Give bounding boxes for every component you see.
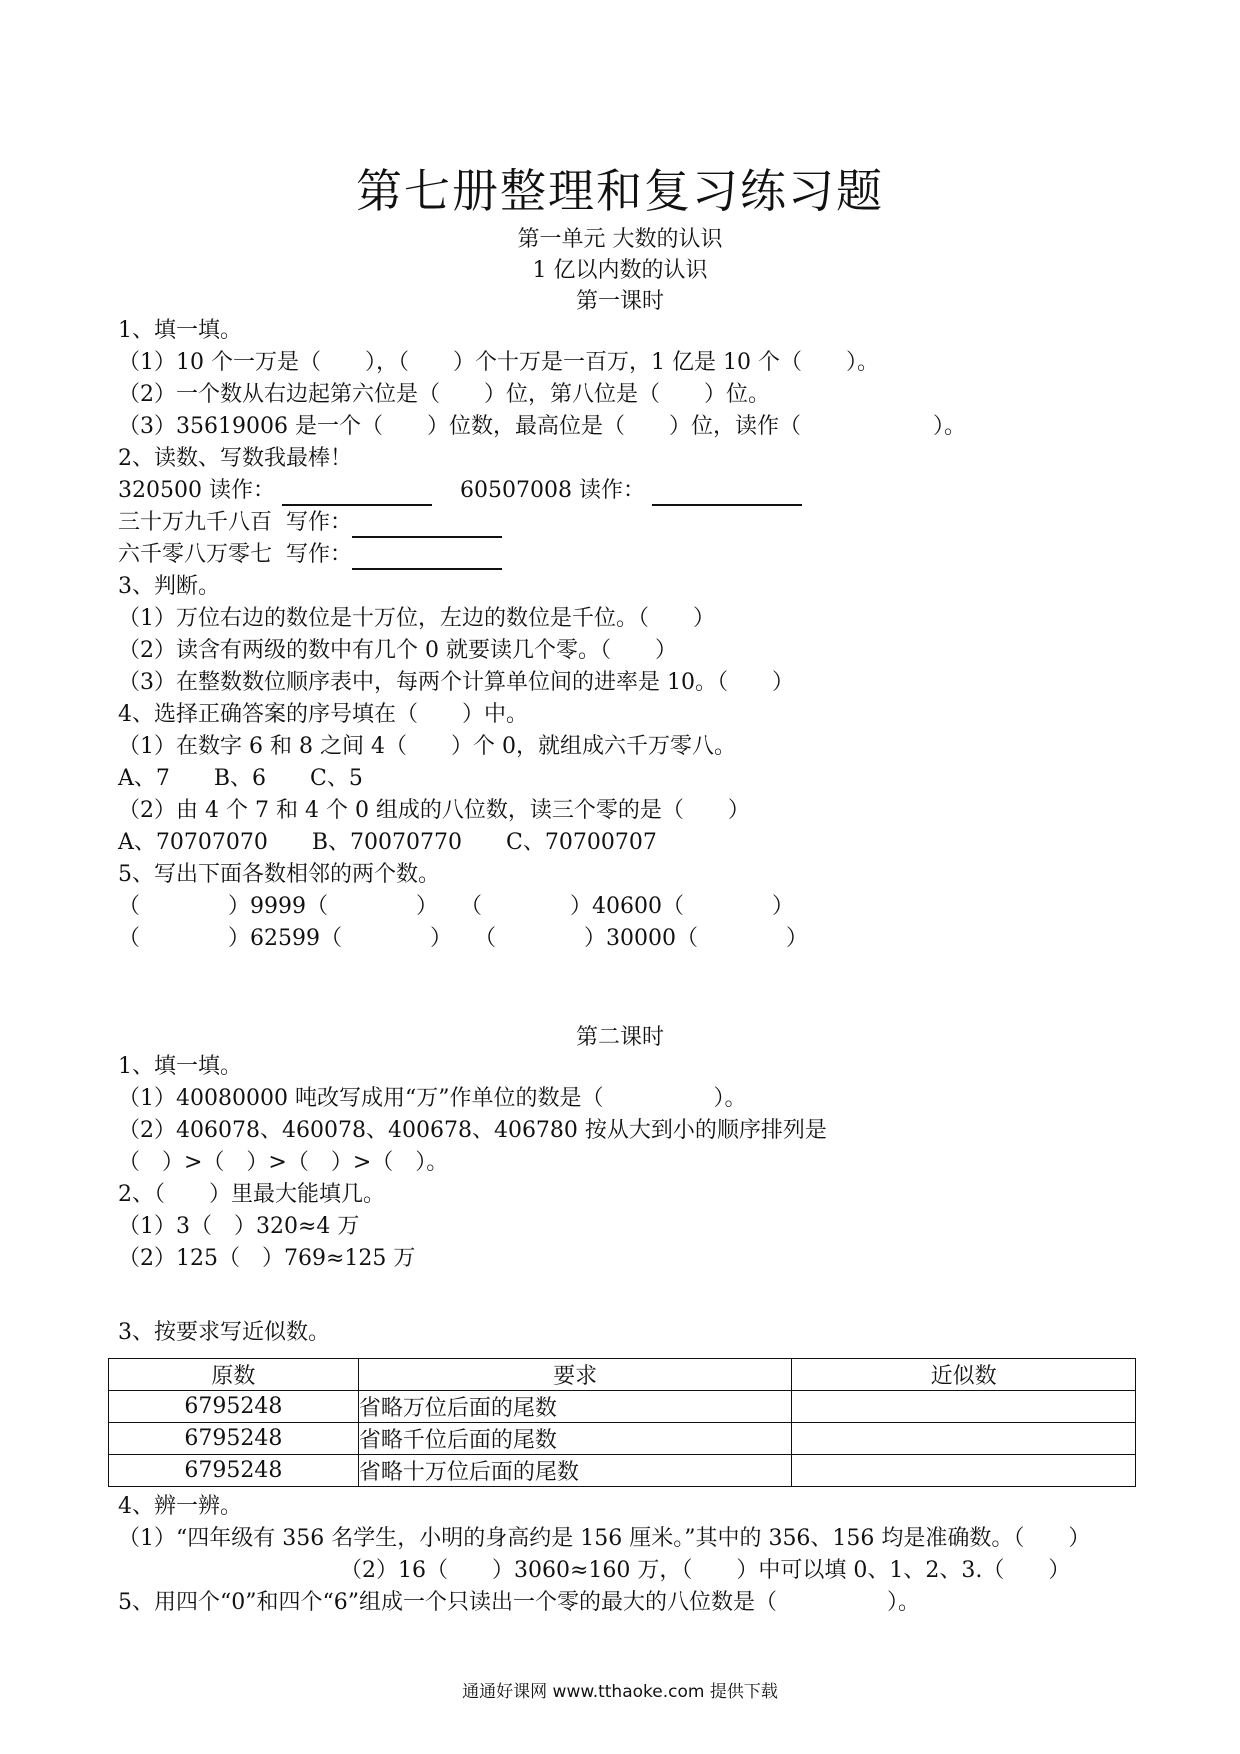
read-prompt-1: 320500 读作： — [118, 478, 275, 503]
table-row — [109, 1455, 1136, 1487]
l2-q1-2-order: （ ）>（ ）>（ ）>（ ）。 — [118, 1150, 449, 1175]
q4-1: （1）在数字 6 和 8 之间 4（ ）个 0，就组成六千万零八。 — [118, 734, 736, 759]
table-header: 原数 — [109, 1359, 359, 1391]
q3-3: （3）在整数数位顺序表中，每两个计算单位间的进率是 10。（ ） — [118, 670, 794, 695]
approximate-answer-cell[interactable] — [792, 1423, 1136, 1455]
q4-2: （2）由 4 个 7 和 4 个 0 组成的八位数，读三个零的是（ ） — [118, 798, 750, 823]
l2-q4-1: （1）“四年级有 356 名学生，小明的身高约是 156 厘米。”其中的 356、156 均是准确数。（ ） — [118, 1526, 1091, 1551]
table-row — [109, 1423, 1136, 1455]
q3-1: （1）万位右边的数位是十万位，左边的数位是千位。（ ） — [118, 606, 715, 631]
q1-1: （1）10 个一万是（ ），（ ）个十万是一百万，1 亿是 10 个（ ）。 — [118, 350, 879, 375]
q1-title: 1、填一填。 — [118, 318, 242, 343]
original-number: 6795248 — [109, 1423, 359, 1455]
table-header: 要求 — [358, 1359, 792, 1391]
q5-row-2: （ ）62599（ ） （ ）30000（ ） — [118, 926, 808, 951]
read-prompt-2: 60507008 读作： — [459, 478, 645, 503]
footer-credit: 通通好课网 www.tthaoke.com 提供下载 — [462, 1682, 778, 1702]
requirement: 省略十万位后面的尾数 — [358, 1455, 792, 1487]
q3-2: （2）读含有两级的数中有几个 0 就要读几个零。（ ） — [118, 638, 677, 663]
q1-2: （2）一个数从右边起第六位是（ ）位，第八位是（ ）位。 — [118, 382, 770, 407]
approximate-answer-cell[interactable] — [792, 1391, 1136, 1423]
l2-q1-1: （1）40080000 吨改写成用“万”作单位的数是（ ）。 — [118, 1086, 747, 1111]
answer-blank[interactable] — [352, 514, 502, 538]
table-header-row — [109, 1359, 1136, 1391]
table-header: 近似数 — [792, 1359, 1136, 1391]
q5-row-1: （ ）9999（ ） （ ）40600（ ） — [118, 894, 794, 919]
requirement: 省略万位后面的尾数 — [358, 1391, 792, 1423]
q4-2-options: A、70707070 B、70070770 C、70700707 — [118, 830, 657, 855]
write-row-1 — [118, 508, 502, 538]
topic-heading: 1 亿以内数的认识 — [532, 258, 708, 283]
q2-title: 2、读数、写数我最棒！ — [118, 446, 352, 471]
l2-q1-2: （2）406078、460078、400678、406780 按从大到小的顺序排列是 — [118, 1118, 827, 1143]
page-title: 第七册整理和复习练习题 — [356, 164, 884, 218]
l2-q4-title: 4、辨一辨。 — [118, 1494, 242, 1519]
l2-q4-2: （2）16（ ）3060≈160 万，（ ）中可以填 0、1、2、3.（ ） — [340, 1558, 1071, 1583]
original-number: 6795248 — [109, 1391, 359, 1423]
q4-title: 4、选择正确答案的序号填在（ ）中。 — [118, 702, 528, 727]
approximation-table — [108, 1358, 1136, 1487]
write-prompt-1: 三十万九千八百 写作： — [118, 510, 352, 535]
q5-title: 5、写出下面各数相邻的两个数。 — [118, 862, 440, 887]
approximate-answer-cell[interactable] — [792, 1455, 1136, 1487]
l2-q3-title: 3、按要求写近似数。 — [118, 1320, 330, 1345]
answer-blank[interactable] — [652, 482, 802, 506]
write-prompt-2: 六千零八万零七 写作： — [118, 542, 352, 567]
l2-q5: 5、用四个“0”和四个“6”组成一个只读出一个零的最大的八位数是（ ）。 — [118, 1590, 920, 1615]
l2-q2-2: （2）125（ ）769≈125 万 — [118, 1246, 416, 1271]
q4-1-options: A、7 B、6 C、5 — [118, 766, 363, 791]
original-number: 6795248 — [109, 1455, 359, 1487]
write-row-2 — [118, 540, 502, 570]
l2-q2-title: 2、（ ）里最大能填几。 — [118, 1182, 385, 1207]
lesson1-heading: 第一课时 — [575, 289, 664, 314]
requirement: 省略千位后面的尾数 — [358, 1423, 792, 1455]
read-row-1 — [118, 476, 802, 506]
q3-title: 3、判断。 — [118, 574, 220, 599]
answer-blank[interactable] — [282, 482, 432, 506]
unit-heading: 第一单元 大数的认识 — [517, 227, 723, 252]
q1-3: （3）35619006 是一个（ ）位数，最高位是（ ）位，读作（ ）。 — [118, 414, 966, 439]
answer-blank[interactable] — [352, 546, 502, 570]
l2-q1-title: 1、填一填。 — [118, 1054, 242, 1079]
l2-q2-1: （1）3（ ）320≈4 万 — [118, 1214, 360, 1239]
table-row — [109, 1391, 1136, 1423]
lesson2-heading: 第二课时 — [575, 1025, 664, 1050]
